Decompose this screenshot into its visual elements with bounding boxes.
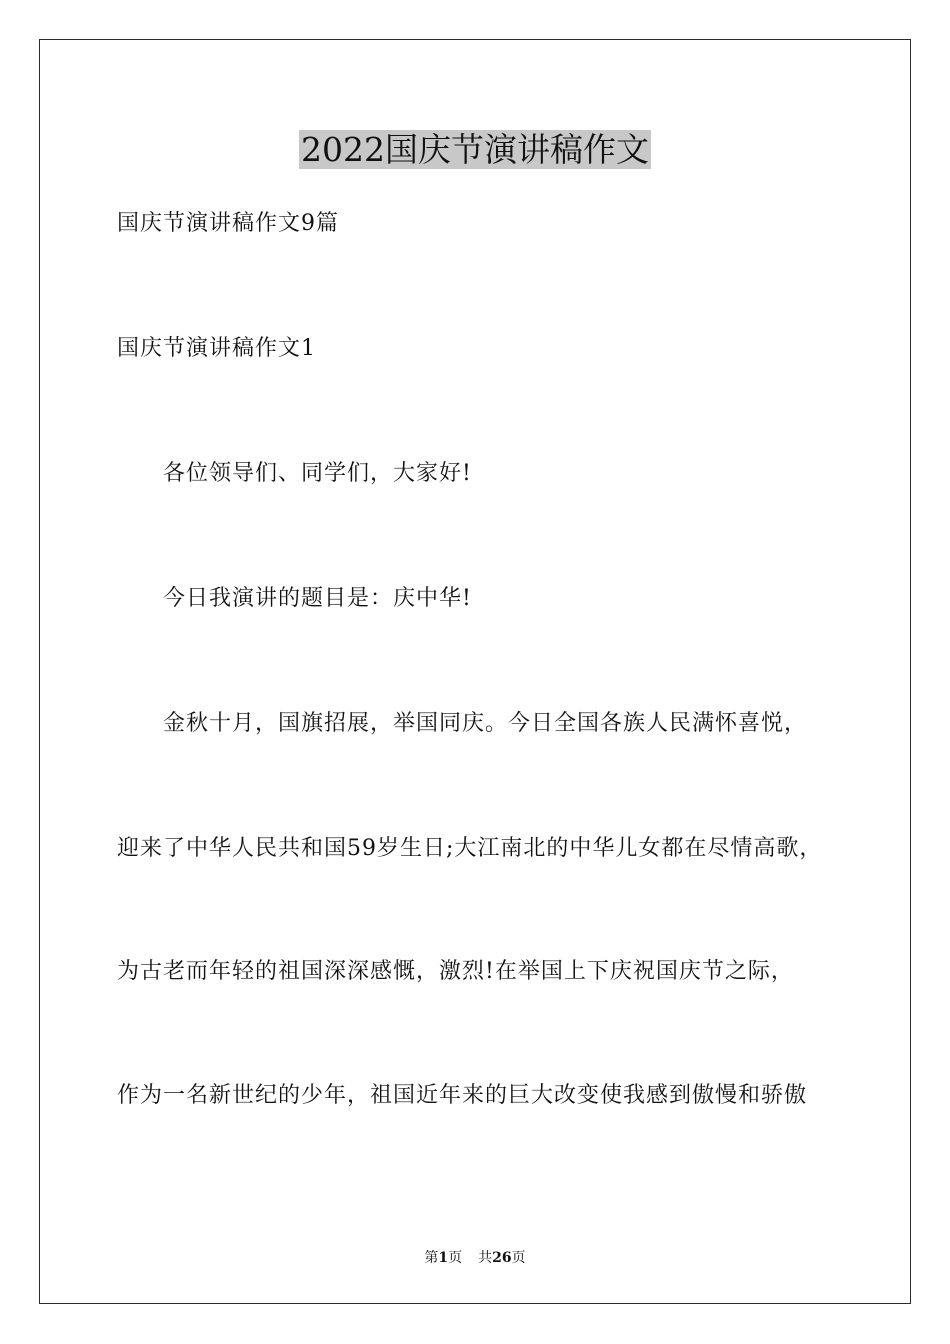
document-title <box>0 128 950 172</box>
paragraph-topic: 今日我演讲的题目是：庆中华! <box>163 586 472 611</box>
page-prefix: 第 <box>424 1250 439 1266</box>
total-suffix: 页 <box>511 1250 526 1266</box>
total-page-count: 26 <box>492 1250 512 1266</box>
page-footer <box>0 1248 950 1268</box>
paragraph-body-line: 金秋十月，国旗招展，举国同庆。今日全国各族人民满怀喜悦， <box>163 711 808 736</box>
paragraph-body-line: 为古老而年轻的祖国深深感慨，激烈!在举国上下庆祝国庆节之际， <box>117 959 794 984</box>
paragraph-body-line: 作为一名新世纪的少年，祖国近年来的巨大改变使我感到傲慢和骄傲 <box>117 1083 808 1108</box>
current-page-number: 1 <box>438 1250 449 1266</box>
paragraph-greeting: 各位领导们、同学们，大家好! <box>163 461 472 486</box>
document-title-text: 2022国庆节演讲稿作文 <box>301 130 649 169</box>
page-suffix: 页 <box>448 1250 463 1266</box>
total-prefix: 共 <box>478 1250 493 1266</box>
section-heading: 国庆节演讲稿作文1 <box>117 336 316 361</box>
paragraph-body-line: 迎来了中华人民共和国59岁生日;大江南北的中华儿女都在尽情高歌， <box>117 836 823 861</box>
document-subtitle: 国庆节演讲稿作文9篇 <box>117 211 339 236</box>
